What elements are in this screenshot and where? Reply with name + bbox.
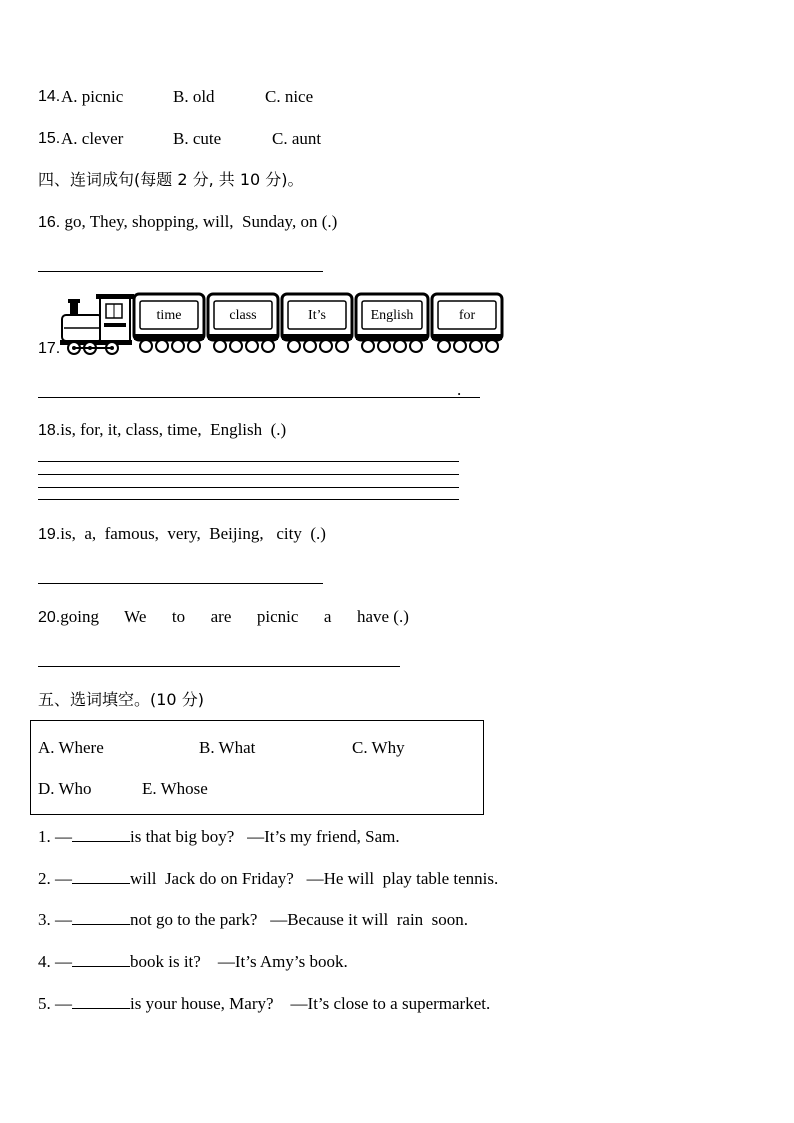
option-b: B. cute <box>173 129 222 148</box>
question-number: 14. <box>38 88 61 105</box>
answer-line <box>38 666 400 667</box>
item-text: book is it? —It’s Amy’s book. <box>130 952 348 971</box>
word-option-b: B. What <box>199 738 256 757</box>
wagon-word: time <box>156 308 182 323</box>
option-b: B. old <box>173 87 215 106</box>
word-list: going We to are picnic a have (.) <box>60 607 409 626</box>
answer-line <box>38 271 323 272</box>
blank-field[interactable] <box>72 910 130 925</box>
word-list: is, for, it, class, time, English (.) <box>60 420 287 439</box>
wagon-word: It’s <box>308 308 326 323</box>
wagon-5 <box>432 294 502 352</box>
option-a: A. clever <box>61 129 124 148</box>
question-text <box>38 524 326 545</box>
blank-field[interactable] <box>72 994 130 1009</box>
fill-item <box>38 994 490 1014</box>
question-text <box>38 420 286 441</box>
word-option-e: E. Whose <box>142 779 208 798</box>
fill-item <box>38 952 348 972</box>
blank-field[interactable] <box>72 952 130 967</box>
question-text <box>38 212 337 233</box>
wagon-4 <box>356 294 428 352</box>
answer-line <box>38 474 459 475</box>
section-5-heading: 五、选词填空。(10 分) <box>38 690 204 709</box>
fill-item <box>38 910 468 930</box>
locomotive-icon <box>60 294 134 354</box>
item-text: not go to the park? —Because it will rain soon. <box>130 910 469 929</box>
end-period: . <box>457 380 462 399</box>
item-text: will Jack do on Friday? —He will play table tennis. <box>130 869 499 888</box>
answer-line <box>38 583 323 584</box>
fill-item <box>38 869 498 889</box>
wagon-3 <box>282 294 352 352</box>
option-a: A. picnic <box>61 87 124 106</box>
train-illustration <box>60 290 505 356</box>
wagon-1 <box>134 294 204 352</box>
item-number: 5. — <box>38 994 72 1013</box>
word-list: is, a, famous, very, Beijing, city (.) <box>60 524 326 543</box>
question-number: 20. <box>38 609 61 626</box>
word-bank-box <box>30 720 484 815</box>
answer-line <box>38 487 459 488</box>
wagon-2 <box>208 294 278 352</box>
item-number: 2. — <box>38 869 72 888</box>
fill-item <box>38 827 400 847</box>
answer-line <box>38 397 480 398</box>
wagon-word: class <box>229 308 257 323</box>
option-c: C. nice <box>265 87 314 106</box>
question-number: 18. <box>38 422 61 439</box>
question-number: 19. <box>38 526 61 543</box>
answer-line <box>38 461 459 462</box>
word-list: go, They, shopping, will, Sunday, on (.) <box>60 212 338 231</box>
question-number: 15. <box>38 130 61 147</box>
item-number: 3. — <box>38 910 72 929</box>
item-text: is that big boy? —It’s my friend, Sam. <box>130 827 400 846</box>
item-number: 4. — <box>38 952 72 971</box>
option-c: C. aunt <box>272 129 322 148</box>
wagon-word: English <box>370 308 414 323</box>
item-number: 1. — <box>38 827 72 846</box>
word-option-c: C. Why <box>352 738 405 757</box>
wagon-word: for <box>458 308 476 323</box>
section-4-heading: 四、连词成句(每题 2 分, 共 10 分)。 <box>38 170 304 189</box>
word-option-a: A. Where <box>38 738 104 757</box>
question-number: 17. <box>38 340 61 357</box>
blank-field[interactable] <box>72 827 130 842</box>
word-option-d: D. Who <box>38 779 92 798</box>
blank-field[interactable] <box>72 869 130 884</box>
question-number: 16. <box>38 214 61 231</box>
item-text: is your house, Mary? —It’s close to a supermarket. <box>130 994 491 1013</box>
answer-line <box>38 499 459 500</box>
question-text <box>38 607 409 628</box>
